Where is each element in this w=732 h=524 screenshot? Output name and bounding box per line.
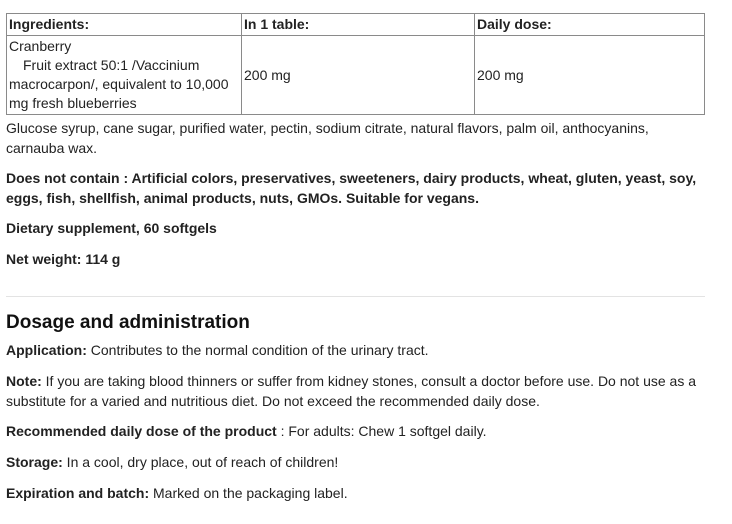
recommended-dose-text: : For adults: Chew 1 softgel daily. — [276, 423, 487, 439]
does-not-contain-text: : Artificial colors, preservatives, sweeteners, dairy products, wheat, gluten, yeast, soy, eggs, fish, shellfish, animal products, nuts, GMOs. Suitable for vegans. — [6, 170, 697, 206]
expiration-text: Marked on the packaging label. — [149, 485, 348, 501]
section-divider — [6, 296, 705, 297]
daily-dose-cell: 200 mg — [475, 36, 705, 115]
application-label: Application: — [6, 342, 87, 358]
table-row — [7, 36, 705, 115]
does-not-contain — [6, 169, 706, 208]
note-label: Note: — [6, 373, 42, 389]
package-info: Dietary supplement, 60 softgels — [6, 220, 217, 236]
application-text: Contributes to the normal condition of the urinary tract. — [86, 342, 429, 358]
ingredient-cell — [7, 36, 242, 115]
expiration-label: Expiration and batch: — [6, 485, 150, 501]
storage-line — [6, 453, 706, 473]
net-weight: Net weight: 114 g — [6, 251, 121, 267]
per-tablet-cell: 200 mg — [242, 36, 475, 115]
other-ingredients: Glucose syrup, cane sugar, purified water, pectin, sodium citrate, natural flavors, palm oil, anthocyanins, carnauba wax. — [6, 120, 649, 156]
storage-text: In a cool, dry place, out of reach of children! — [62, 454, 339, 470]
header-ingredients: Ingredients: — [7, 14, 242, 36]
section-title: Dosage and administration — [6, 312, 250, 333]
ingredients-table — [6, 13, 705, 115]
note-line — [6, 372, 706, 411]
recommended-dose-line — [6, 422, 706, 442]
header-per-tablet: In 1 table: — [242, 14, 475, 36]
header-daily-dose: Daily dose: — [475, 14, 705, 36]
storage-label: Storage: — [6, 454, 63, 470]
ingredients-table-header — [7, 14, 705, 36]
does-not-contain-label: Does not contain — [6, 170, 120, 186]
recommended-dose-label: Recommended daily dose of the product — [6, 423, 277, 439]
ingredient-name: Cranberry — [9, 38, 72, 54]
note-text: If you are taking blood thinners or suffer from kidney stones, consult a doctor before use. Do not use as a substitute for a varied and nutritious diet. Do not exceed the recommended daily dose. — [6, 373, 697, 409]
expiration-line — [6, 484, 706, 504]
application-line — [6, 341, 706, 361]
ingredient-description: Fruit extract 50:1 /Vaccinium macrocarpon/, equivalent to 10,000 mg fresh blueberries — [9, 57, 229, 111]
